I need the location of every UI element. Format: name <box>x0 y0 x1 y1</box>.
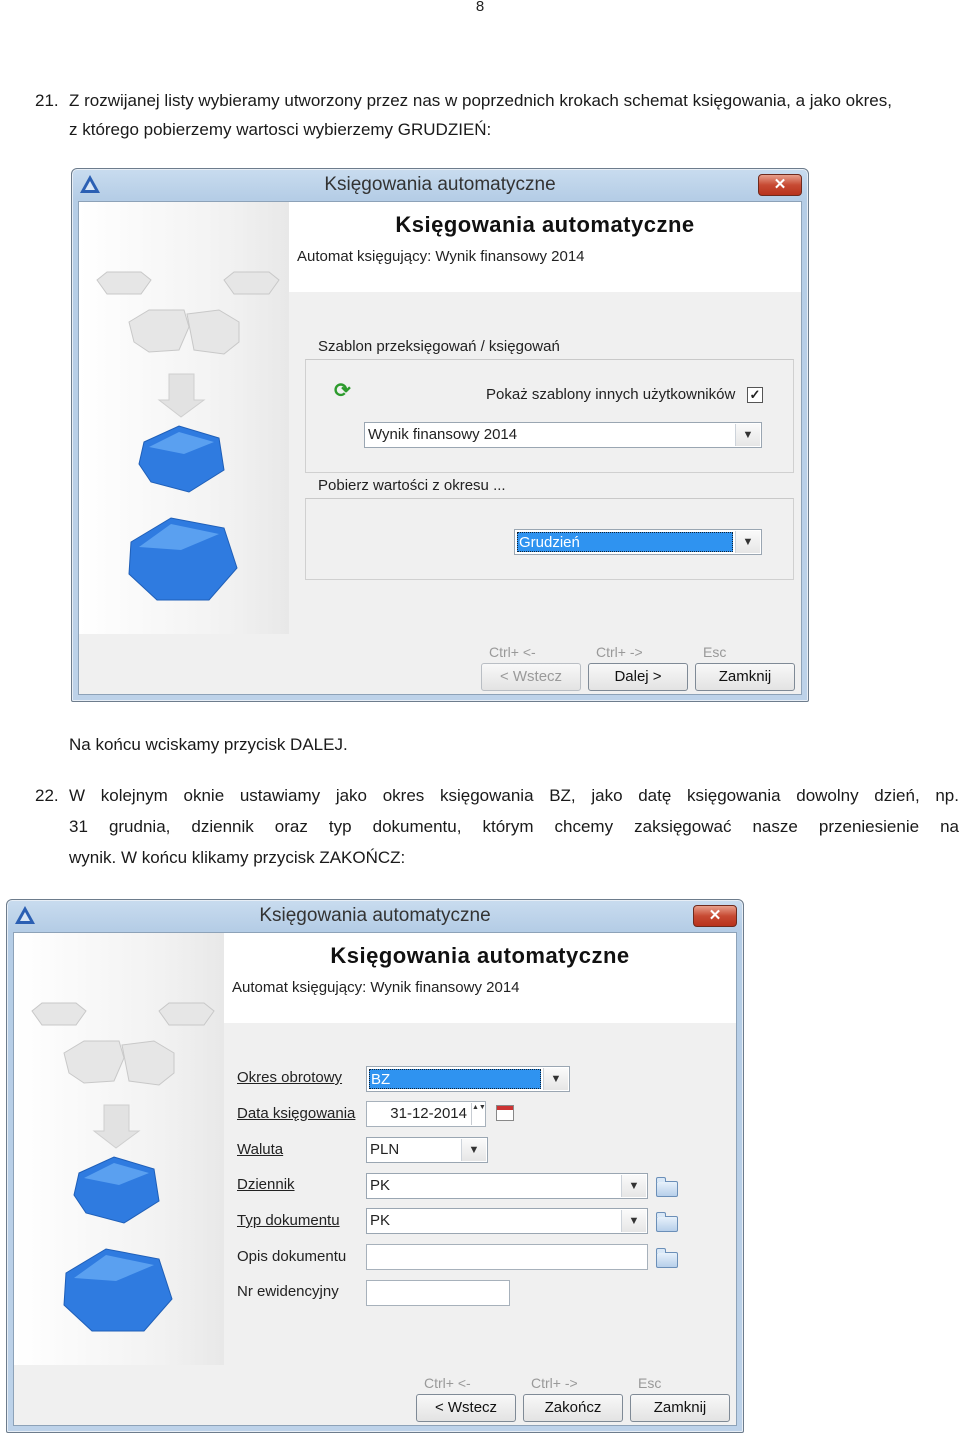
date-value: 31-12-2014 <box>390 1105 467 1122</box>
date-label: Data księgowania <box>237 1105 356 1122</box>
header-title: Księgowania automatyczne <box>395 212 695 237</box>
hexagon-illustration-icon <box>14 933 224 1373</box>
step-22-line-3: wynik. W końcu klikamy przycisk ZAKOŃCZ: <box>69 848 406 867</box>
back-button[interactable]: < Wstecz <box>481 663 581 691</box>
template-group-title: Szablon przeksięgowań / księgowań <box>318 338 560 355</box>
header-subtitle: Automat księgujący: Wynik finansowy 2014 <box>297 248 585 265</box>
period-select-value: BZ <box>369 1069 541 1089</box>
close-button[interactable]: Zamknij <box>630 1394 730 1422</box>
wizard-illustration <box>79 202 289 634</box>
header-title: Księgowania automatyczne <box>330 943 630 968</box>
refresh-icon[interactable]: ⟳ <box>334 380 351 402</box>
window-title: Księgowania automatyczne <box>324 174 556 195</box>
folder-icon[interactable] <box>656 1181 678 1197</box>
dialog-automatic-posting-step2 <box>6 899 744 1433</box>
next-button[interactable]: Dalej > <box>588 663 688 691</box>
show-templates-checkbox[interactable]: ✓ <box>747 387 763 403</box>
chevron-down-icon[interactable]: ▼ <box>461 1139 486 1161</box>
back-button[interactable]: < Wstecz <box>416 1394 516 1422</box>
period-select[interactable] <box>514 529 762 555</box>
period-label: Okres obrotowy <box>237 1069 343 1086</box>
currency-select[interactable] <box>366 1137 488 1163</box>
doctype-select-value: PK <box>370 1212 391 1229</box>
dialog-body <box>13 932 737 1426</box>
doctype-select[interactable] <box>366 1208 648 1234</box>
title-bar[interactable] <box>72 169 808 201</box>
regno-label: Nr ewidencyjny <box>237 1283 339 1300</box>
hint-next: Ctrl+ -> <box>596 644 643 660</box>
step-21-line-2: z którego pobierzemy wartosci wybierzemy GRUDZIEŃ: <box>69 120 492 139</box>
doctype-label: Typ dokumentu <box>237 1212 340 1229</box>
journal-label: Dziennik <box>237 1176 295 1193</box>
docdesc-label: Opis dokumentu <box>237 1248 347 1265</box>
wizard-header <box>289 202 801 292</box>
dialog-body <box>78 201 802 695</box>
calendar-icon[interactable] <box>496 1105 514 1121</box>
wizard-illustration <box>14 933 224 1365</box>
period-select-value: Grudzień <box>517 532 733 552</box>
template-group <box>305 338 794 473</box>
dialog-automatic-posting-step1 <box>71 168 809 702</box>
regno-field[interactable] <box>366 1280 510 1306</box>
chevron-down-icon[interactable]: ▼ <box>621 1175 646 1197</box>
close-window-button[interactable]: ✕ <box>758 174 802 196</box>
wizard-header <box>224 933 736 1023</box>
chevron-down-icon[interactable]: ▼ <box>735 531 760 553</box>
date-field[interactable] <box>366 1101 486 1127</box>
chevron-down-icon[interactable]: ▼ <box>735 424 760 446</box>
show-templates-label: Pokaż szablony innych użytkowników <box>486 386 736 403</box>
template-select[interactable] <box>364 422 762 448</box>
step-number: 21. <box>35 91 59 110</box>
currency-label: Waluta <box>237 1141 284 1158</box>
close-button[interactable]: Zamknij <box>695 663 795 691</box>
hexagon-illustration-icon <box>79 202 289 642</box>
docdesc-field[interactable] <box>366 1244 648 1270</box>
folder-icon[interactable] <box>656 1216 678 1232</box>
hint-back: Ctrl+ <- <box>424 1375 471 1391</box>
step-21-text <box>35 86 959 144</box>
hint-esc: Esc <box>638 1375 662 1391</box>
hint-back: Ctrl+ <- <box>489 644 536 660</box>
currency-select-value: PLN <box>370 1141 400 1158</box>
step-22-line-2: 31 grudnia, dziennik oraz typ dokumentu, którym chcemy zaksięgować nasze przeniesienie na <box>69 817 959 836</box>
template-select-value: Wynik finansowy 2014 <box>368 426 518 443</box>
header-subtitle: Automat księgujący: Wynik finansowy 2014 <box>232 979 520 996</box>
close-window-button[interactable]: ✕ <box>693 905 737 927</box>
note-after-step-21: Na końcu wciskamy przycisk DALEJ. <box>69 735 348 754</box>
step-22-line-1: W kolejnym oknie ustawiamy jako okres księgowania BZ, jako datę księgowania dowolny dzień, np. <box>69 786 959 805</box>
window-title: Księgowania automatyczne <box>259 905 491 926</box>
journal-select-value: PK <box>370 1177 391 1194</box>
period-select[interactable] <box>366 1066 570 1092</box>
step-21-line-1: Z rozwijanej listy wybieramy utworzony przez nas w poprzednich krokach schemat księgowania, a jako okres, <box>69 91 892 110</box>
folder-icon[interactable] <box>656 1252 678 1268</box>
page-number: 8 <box>475 0 485 15</box>
journal-select[interactable] <box>366 1173 648 1199</box>
chevron-down-icon[interactable]: ▼ <box>543 1068 568 1090</box>
step-22-text <box>35 780 959 873</box>
chevron-down-icon[interactable]: ▼ <box>621 1210 646 1232</box>
step-number: 22. <box>35 786 59 805</box>
period-group <box>305 477 794 580</box>
title-bar[interactable] <box>7 900 743 932</box>
date-spinner[interactable]: ▲▼ <box>471 1103 484 1125</box>
hint-next: Ctrl+ -> <box>531 1375 578 1391</box>
period-group-title: Pobierz wartości z okresu ... <box>318 477 506 494</box>
finish-button[interactable]: Zakończ <box>523 1394 623 1422</box>
hint-esc: Esc <box>703 644 727 660</box>
